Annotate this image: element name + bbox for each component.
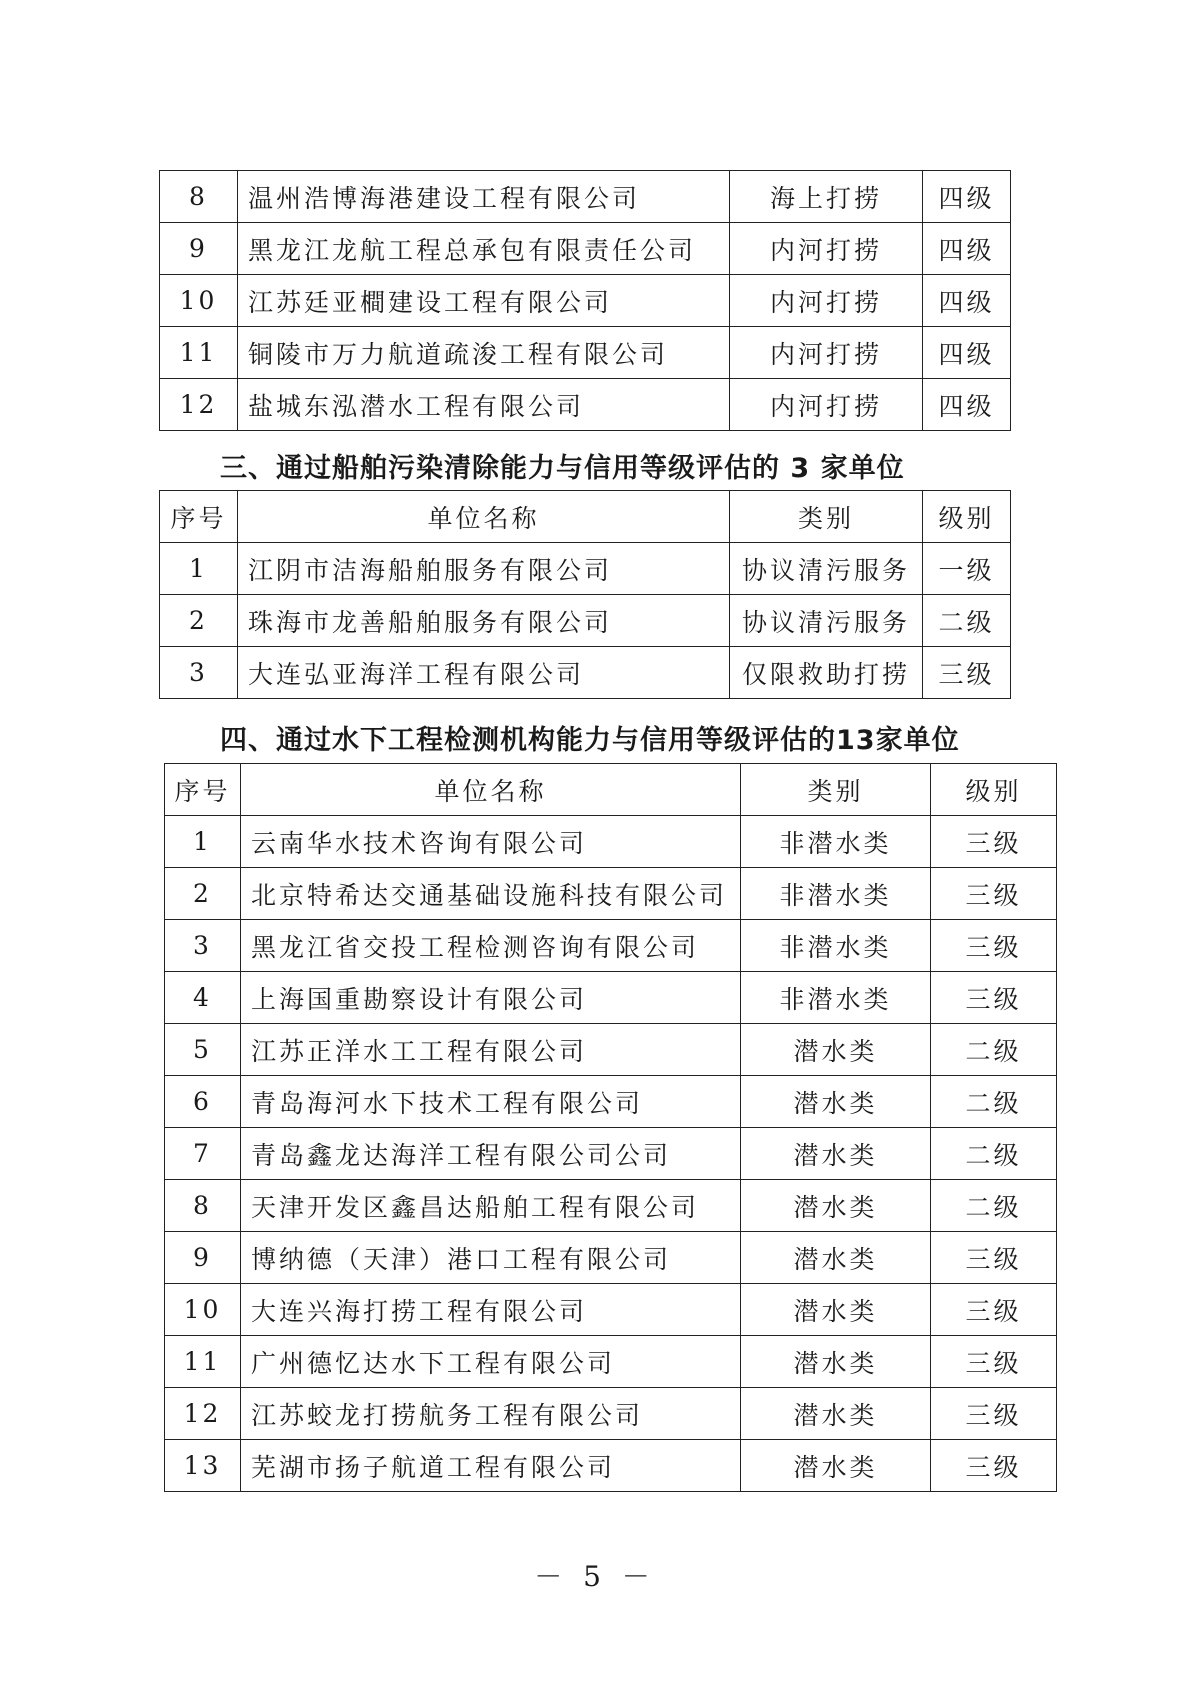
cell-no: 12 bbox=[160, 379, 238, 431]
cell-level: 一级 bbox=[923, 543, 1011, 595]
table-row bbox=[165, 1232, 1057, 1284]
cell-level: 三级 bbox=[931, 1284, 1057, 1336]
cell-level: 三级 bbox=[923, 647, 1011, 699]
table-row bbox=[165, 1388, 1057, 1440]
header-level: 级别 bbox=[931, 764, 1057, 816]
table-header-row bbox=[160, 491, 1011, 543]
cell-no: 2 bbox=[165, 868, 241, 920]
cell-no: 2 bbox=[160, 595, 238, 647]
cell-no: 10 bbox=[165, 1284, 241, 1336]
cell-level: 二级 bbox=[931, 1024, 1057, 1076]
cell-no: 5 bbox=[165, 1024, 241, 1076]
cell-name: 博纳德（天津）港口工程有限公司 bbox=[241, 1232, 741, 1284]
cell-category: 潜水类 bbox=[741, 1076, 931, 1128]
cell-no: 1 bbox=[160, 543, 238, 595]
cell-category: 潜水类 bbox=[741, 1024, 931, 1076]
page-number: － 5 － bbox=[534, 1560, 656, 1593]
cell-no: 9 bbox=[160, 223, 238, 275]
cell-name: 温州浩博海港建设工程有限公司 bbox=[238, 171, 730, 223]
section-four-table bbox=[164, 763, 1057, 1492]
cell-level: 二级 bbox=[931, 1180, 1057, 1232]
cell-level: 四级 bbox=[923, 223, 1011, 275]
cell-level: 二级 bbox=[923, 595, 1011, 647]
cell-no: 13 bbox=[165, 1440, 241, 1492]
cell-no: 3 bbox=[165, 920, 241, 972]
cell-name: 江苏廷亚橺建设工程有限公司 bbox=[238, 275, 730, 327]
cell-category: 潜水类 bbox=[741, 1284, 931, 1336]
header-name: 单位名称 bbox=[241, 764, 741, 816]
cell-category: 内河打捞 bbox=[730, 327, 923, 379]
cell-no: 7 bbox=[165, 1128, 241, 1180]
header-name: 单位名称 bbox=[238, 491, 730, 543]
table-row bbox=[165, 1284, 1057, 1336]
cell-name: 天津开发区鑫昌达船舶工程有限公司 bbox=[241, 1180, 741, 1232]
table-row bbox=[165, 1024, 1057, 1076]
cell-name: 黑龙江省交投工程检测咨询有限公司 bbox=[241, 920, 741, 972]
cell-category: 非潜水类 bbox=[741, 816, 931, 868]
cell-category: 协议清污服务 bbox=[730, 543, 923, 595]
cell-name: 云南华水技术咨询有限公司 bbox=[241, 816, 741, 868]
cell-name: 芜湖市扬子航道工程有限公司 bbox=[241, 1440, 741, 1492]
cell-level: 三级 bbox=[931, 920, 1057, 972]
cell-no: 10 bbox=[160, 275, 238, 327]
cell-name: 铜陵市万力航道疏浚工程有限公司 bbox=[238, 327, 730, 379]
cell-no: 1 bbox=[165, 816, 241, 868]
table-row bbox=[165, 1076, 1057, 1128]
table-header-row bbox=[165, 764, 1057, 816]
cell-category: 协议清污服务 bbox=[730, 595, 923, 647]
section-two-table bbox=[159, 170, 1011, 431]
cell-category: 潜水类 bbox=[741, 1440, 931, 1492]
header-category: 类别 bbox=[741, 764, 931, 816]
cell-level: 四级 bbox=[923, 327, 1011, 379]
cell-category: 内河打捞 bbox=[730, 379, 923, 431]
table-row bbox=[165, 1128, 1057, 1180]
section-four-heading: 四、通过水下工程检测机构能力与信用等级评估的13家单位 bbox=[220, 725, 960, 756]
cell-category: 非潜水类 bbox=[741, 920, 931, 972]
cell-no: 3 bbox=[160, 647, 238, 699]
header-no: 序号 bbox=[160, 491, 238, 543]
table-row bbox=[165, 868, 1057, 920]
cell-no: 11 bbox=[160, 327, 238, 379]
cell-level: 三级 bbox=[931, 816, 1057, 868]
cell-no: 8 bbox=[160, 171, 238, 223]
cell-no: 11 bbox=[165, 1336, 241, 1388]
cell-level: 三级 bbox=[931, 1440, 1057, 1492]
cell-no: 4 bbox=[165, 972, 241, 1024]
cell-category: 潜水类 bbox=[741, 1336, 931, 1388]
cell-level: 四级 bbox=[923, 379, 1011, 431]
cell-category: 潜水类 bbox=[741, 1128, 931, 1180]
cell-category: 潜水类 bbox=[741, 1180, 931, 1232]
cell-no: 9 bbox=[165, 1232, 241, 1284]
cell-no: 6 bbox=[165, 1076, 241, 1128]
table-row bbox=[160, 595, 1011, 647]
table-row bbox=[165, 1336, 1057, 1388]
cell-no: 12 bbox=[165, 1388, 241, 1440]
table-row bbox=[165, 972, 1057, 1024]
table-row bbox=[160, 543, 1011, 595]
cell-name: 大连弘亚海洋工程有限公司 bbox=[238, 647, 730, 699]
header-level: 级别 bbox=[923, 491, 1011, 543]
cell-level: 二级 bbox=[931, 1076, 1057, 1128]
cell-category: 非潜水类 bbox=[741, 972, 931, 1024]
cell-name: 江苏正洋水工工程有限公司 bbox=[241, 1024, 741, 1076]
cell-name: 江阴市洁海船舶服务有限公司 bbox=[238, 543, 730, 595]
cell-category: 非潜水类 bbox=[741, 868, 931, 920]
table-row bbox=[160, 275, 1011, 327]
cell-level: 三级 bbox=[931, 1388, 1057, 1440]
header-category: 类别 bbox=[730, 491, 923, 543]
cell-level: 四级 bbox=[923, 171, 1011, 223]
table-row bbox=[165, 1440, 1057, 1492]
cell-level: 三级 bbox=[931, 972, 1057, 1024]
cell-level: 二级 bbox=[931, 1128, 1057, 1180]
cell-category: 内河打捞 bbox=[730, 275, 923, 327]
cell-name: 青岛海河水下技术工程有限公司 bbox=[241, 1076, 741, 1128]
cell-category: 海上打捞 bbox=[730, 171, 923, 223]
table-row bbox=[160, 171, 1011, 223]
table-row bbox=[160, 647, 1011, 699]
cell-category: 潜水类 bbox=[741, 1388, 931, 1440]
table-row bbox=[160, 327, 1011, 379]
section-three-table-body bbox=[160, 543, 1011, 699]
table-row bbox=[165, 816, 1057, 868]
cell-level: 三级 bbox=[931, 1336, 1057, 1388]
cell-category: 仅限救助打捞 bbox=[730, 647, 923, 699]
header-no: 序号 bbox=[165, 764, 241, 816]
section-three-heading: 三、通过船舶污染清除能力与信用等级评估的 3 家单位 bbox=[220, 453, 905, 484]
table-row bbox=[165, 920, 1057, 972]
cell-name: 广州德忆达水下工程有限公司 bbox=[241, 1336, 741, 1388]
cell-name: 黑龙江龙航工程总承包有限责任公司 bbox=[238, 223, 730, 275]
cell-level: 三级 bbox=[931, 1232, 1057, 1284]
cell-no: 8 bbox=[165, 1180, 241, 1232]
cell-name: 盐城东泓潜水工程有限公司 bbox=[238, 379, 730, 431]
cell-level: 四级 bbox=[923, 275, 1011, 327]
cell-name: 大连兴海打捞工程有限公司 bbox=[241, 1284, 741, 1336]
table-row bbox=[165, 1180, 1057, 1232]
section-four-table-body bbox=[165, 816, 1057, 1492]
cell-category: 内河打捞 bbox=[730, 223, 923, 275]
cell-name: 珠海市龙善船舶服务有限公司 bbox=[238, 595, 730, 647]
cell-level: 三级 bbox=[931, 868, 1057, 920]
table-row bbox=[160, 223, 1011, 275]
cell-name: 青岛鑫龙达海洋工程有限公司公司 bbox=[241, 1128, 741, 1180]
cell-name: 北京特希达交通基础设施科技有限公司 bbox=[241, 868, 741, 920]
cell-name: 江苏蛟龙打捞航务工程有限公司 bbox=[241, 1388, 741, 1440]
cell-name: 上海国重勘察设计有限公司 bbox=[241, 972, 741, 1024]
section-three-table bbox=[159, 490, 1011, 699]
section-two-table-body bbox=[160, 171, 1011, 431]
table-row bbox=[160, 379, 1011, 431]
cell-category: 潜水类 bbox=[741, 1232, 931, 1284]
